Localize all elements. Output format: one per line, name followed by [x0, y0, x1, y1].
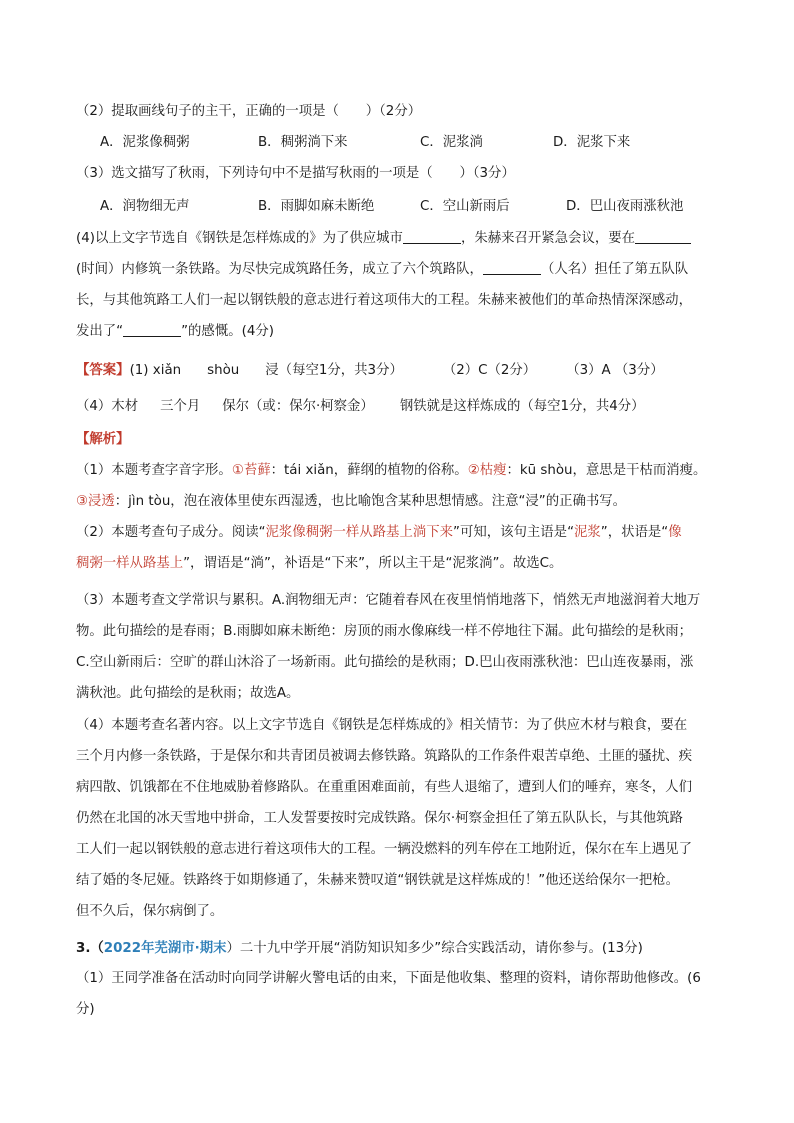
- q4-text: （人名）担任了第五队队: [540, 262, 689, 277]
- q3-option-a: A．润物细无声: [100, 199, 190, 214]
- analysis-2-line-2: [76, 554, 562, 574]
- analysis-label: 【解析】: [76, 432, 130, 447]
- answer-text: 浸（每空1分，共3分）: [265, 363, 403, 378]
- q4-text: ，朱赫来召开紧急会议，要在: [460, 231, 636, 246]
- answer-label: 【答案】: [76, 363, 130, 378]
- q3-option-b: B．雨脚如麻未断绝: [258, 199, 375, 214]
- analysis-text: ：kū shòu，意思是干枯而消瘦。: [506, 463, 707, 478]
- question-number: 3.（: [76, 941, 104, 956]
- analysis-text: （1）本题考查字音字形。: [76, 463, 232, 478]
- question-source: 2022年芜湖市·期末: [103, 941, 227, 956]
- q2-option-c: C．泥浆淌: [420, 135, 483, 150]
- analysis-4-line-2: 三个月内修一条铁路，于是保尔和共青团员被调去修铁路。筑路队的工作条件艰苦卓绝、土匪的骚扰、疾: [76, 749, 692, 764]
- analysis-text: ”可知，该句主语是“: [453, 525, 575, 540]
- q3-option-d: D．巴山夜雨涨秋池: [566, 199, 684, 214]
- analysis-highlight: ③浸透: [76, 494, 115, 509]
- analysis-3-line-4: 满秋池。此句描绘的是秋雨；故选A。: [76, 686, 300, 701]
- answer-line-1: [76, 361, 664, 381]
- answer-blank: [403, 229, 461, 244]
- analysis-text: ：jìn tòu，泡在液体里使东西湿透，也比喻饱含某种思想情感。注意“浸”的正确书写。: [114, 494, 627, 509]
- analysis-1-line-1: [76, 461, 706, 481]
- question-3-main: [76, 939, 643, 959]
- answer-text: shòu: [207, 363, 240, 378]
- analysis-4-line-3: 病四散、饥饿都在不住地威胁着修路队。在重重困难面前，有些人退缩了，遭到人们的唾弃，寒冬，人们: [76, 780, 692, 795]
- analysis-text: ”，谓语是“淌”，补语是“下来”，所以主干是“泥浆淌”。故选C。: [183, 556, 563, 571]
- answer-blank: [123, 322, 181, 337]
- answer-text: (1): [129, 363, 153, 378]
- answer-text: （3）A （3分）: [566, 363, 664, 378]
- analysis-1-line-2: [76, 492, 626, 512]
- question-4-line-2: [76, 260, 688, 280]
- answer-text: 钢铁就是这样炼成的（每空1分，共4分）: [399, 399, 645, 414]
- question-2-stem: （2）提取画线句子的主干，正确的一项是（ ）（2分）: [76, 104, 422, 119]
- answer-text: xiǎn: [152, 363, 182, 378]
- analysis-text: ：tái xiǎn，藓纲的植物的俗称。: [270, 463, 468, 478]
- analysis-3-line-2: 物。此句描绘的是春雨；B.雨脚如麻未断绝：房顶的雨水像麻线一样不停地往下漏。此句描绘的是秋雨；: [76, 624, 693, 639]
- analysis-highlight: ②枯瘦: [467, 463, 507, 478]
- answer-text: 三个月: [160, 399, 201, 414]
- analysis-text: ”，状语是“: [600, 525, 669, 540]
- analysis-highlight: 泥浆: [574, 525, 601, 540]
- analysis-2-line-1: [76, 523, 682, 543]
- analysis-4-line-7: 但不久后，保尔病倒了。: [76, 904, 224, 919]
- analysis-highlight: 泥浆像稠粥一样从路基上淌下来: [265, 525, 454, 540]
- answer-text: （4）木材: [76, 399, 139, 414]
- analysis-highlight: ①苔藓: [231, 463, 271, 478]
- answer-blank: [635, 229, 691, 244]
- q2-option-b: B．稠粥淌下来: [258, 135, 348, 150]
- q4-text: (时间）内修筑一条铁路。为尽快完成筑路任务，成立了六个筑路队，: [76, 262, 483, 277]
- question-4-line-3: 长，与其他筑路工人们一起以钢铁般的意志进行着这项伟大的工程。朱赫来被他们的革命热情深深感动，: [76, 293, 692, 308]
- analysis-4-line-6: 结了婚的冬尼娅。铁路终于如期修通了，朱赫来赞叹道“钢铁就是这样炼成的！”他还送给保尔一把枪。: [76, 873, 680, 888]
- q4-text: 发出了“: [76, 324, 124, 339]
- q3-option-c: C．空山新雨后: [420, 199, 510, 214]
- q4-text: ”的感慨。(4分): [181, 324, 274, 339]
- q4-text: (4)以上文字节选自《钢铁是怎样炼成的》为了供应城市: [76, 231, 403, 246]
- answer-text: （2）C（2分）: [442, 363, 537, 378]
- question-4-line-4: [76, 322, 274, 342]
- analysis-highlight: 稠粥一样从路基上: [76, 556, 184, 571]
- question-3-sub-1-line-2: 分): [76, 1002, 95, 1017]
- question-text: ）二十九中学开展“消防知识知多少”综合实践活动，请你参与。(13分): [226, 941, 643, 956]
- answer-line-2: [76, 397, 645, 417]
- question-3-stem: （3）选文描写了秋雨，下列诗句中不是描写秋雨的一项是（ ）（3分）: [76, 166, 515, 181]
- answer-blank: [483, 260, 541, 275]
- q2-option-d: D．泥浆下来: [553, 135, 631, 150]
- analysis-highlight: 像: [668, 525, 682, 540]
- analysis-4-line-4: 仍然在北国的冰天雪地中拼命，工人发誓要按时完成铁路。保尔·柯察金担任了第五队队长，与其他筑路: [76, 811, 683, 826]
- q2-option-a: A．泥浆像稠粥: [100, 135, 190, 150]
- analysis-4-line-1: （4）本题考查名著内容。以上文字节选自《钢铁是怎样炼成的》相关情节：为了供应木材与粮食，要在: [76, 718, 688, 733]
- analysis-3-line-1: （3）本题考查文学常识与累积。A.润物细无声：它随着春风在夜里悄悄地落下，悄然无声地滋润着大地万: [76, 593, 701, 608]
- analysis-3-line-3: C.空山新雨后：空旷的群山沐浴了一场新雨。此句描绘的是秋雨；D.巴山夜雨涨秋池：巴山连夜暴雨，涨: [76, 655, 694, 670]
- question-4-line-1: [76, 229, 691, 249]
- answer-text: 保尔（或：保尔·柯察金）: [222, 399, 374, 414]
- analysis-text: （2）本题考查句子成分。阅读“: [76, 525, 266, 540]
- question-3-sub-1-line-1: （1）王同学准备在活动时向同学讲解火警电话的由来，下面是他收集、整理的资料，请你帮助他修改。(6: [76, 971, 701, 986]
- analysis-4-line-5: 工人们一起以钢铁般的意志进行着这项伟大的工程。一辆没燃料的列车停在工地附近，保尔在车上遇见了: [76, 842, 692, 857]
